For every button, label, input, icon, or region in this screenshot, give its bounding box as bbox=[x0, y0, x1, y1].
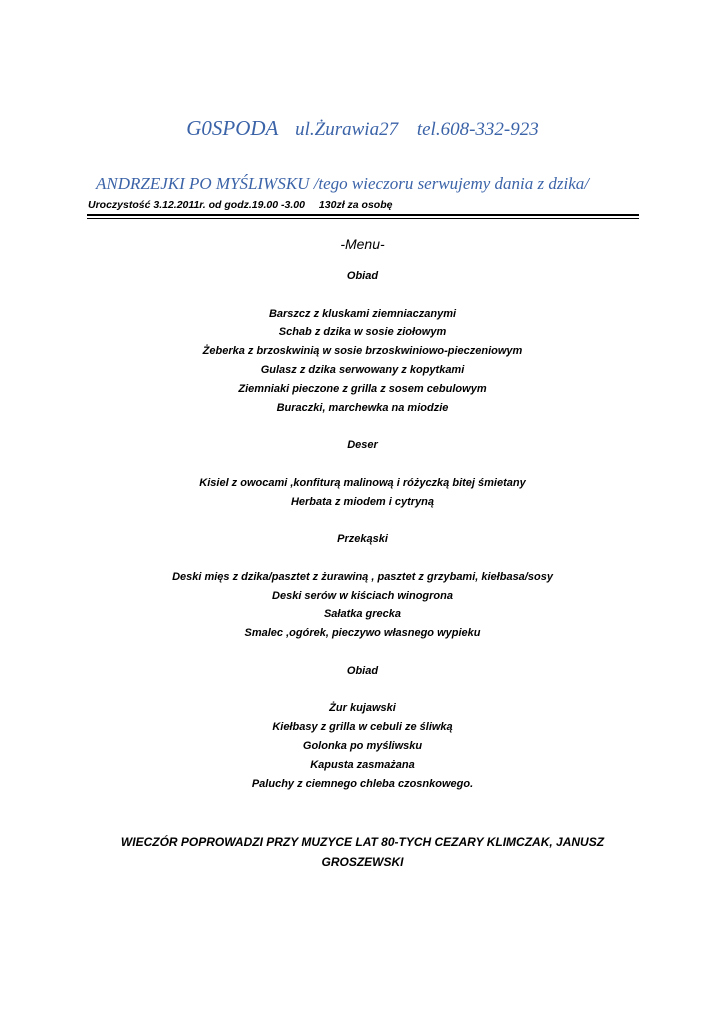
event-title: ANDRZEJKI PO MYŚLIWSKU /tego wieczoru serwujemy dania z dzika/ bbox=[96, 174, 589, 193]
restaurant-address: ul.Żurawia27 bbox=[295, 119, 399, 140]
menu-item: Kiełbasy z grilla w cebuli ze śliwką bbox=[272, 721, 453, 734]
menu-item: Paluchy z ciemnego chleba czosnkowego. bbox=[251, 777, 474, 790]
section-spacer bbox=[0, 681, 725, 700]
restaurant-phone: tel.608-332-923 bbox=[416, 119, 539, 140]
menu-item: Herbata z miodem i cytryną bbox=[290, 495, 435, 508]
event-price: 130zł za osobę bbox=[318, 199, 393, 211]
menu-item: Kapusta zasmażana bbox=[310, 758, 415, 771]
menu-item: Żeberka z brzoskwinią w sosie brzoskwiniowo-pieczeniowym bbox=[202, 345, 523, 358]
section-spacer bbox=[0, 455, 725, 474]
section-spacer bbox=[0, 549, 725, 568]
menu-item: Schab z dzika w sosie ziołowym bbox=[278, 326, 447, 339]
divider-thick bbox=[87, 214, 639, 216]
section-spacer bbox=[0, 511, 725, 530]
menu-section-title: Przekąski bbox=[337, 533, 388, 546]
menu-item: Smalec ,ogórek, pieczywo własnego wypieku bbox=[244, 627, 481, 640]
event-date-line bbox=[88, 199, 392, 211]
menu-section-title: Obiad bbox=[346, 270, 379, 282]
menu-item: Gulasz z dzika serwowany z kopytkami bbox=[260, 363, 465, 376]
section-spacer bbox=[0, 417, 725, 436]
restaurant-header bbox=[0, 116, 725, 141]
menu-section-title: Obiad bbox=[346, 664, 379, 677]
menu-item: Ziemniaki pieczone z grilla z sosem cebulowym bbox=[238, 382, 487, 395]
divider-thin bbox=[87, 218, 639, 219]
menu-item: Deski serów w kiściach winogrona bbox=[272, 589, 453, 602]
event-date: Uroczystość 3.12.2011r. od godz.19.00 -3.00 bbox=[88, 199, 305, 211]
footer-note: WIECZÓR POPROWADZI PRZY MUZYCE LAT 80-TYCH CEZARY KLIMCZAK, JANUSZ GROSZEWSKI bbox=[120, 835, 605, 869]
menu-item: Żur kujawski bbox=[329, 702, 396, 715]
menu-item: Golonka po myśliwsku bbox=[302, 739, 423, 752]
restaurant-name: G0SPODA bbox=[186, 116, 279, 140]
menu-item: Deski mięs z dzika/pasztet z żurawiną , pasztet z grzybami, kiełbasa/sosy bbox=[172, 570, 553, 583]
menu-heading: -Menu- bbox=[340, 236, 385, 252]
menu-item: Buraczki, marchewka na miodzie bbox=[276, 401, 449, 414]
menu-item: Barszcz z kluskami ziemniaczanymi bbox=[268, 307, 457, 320]
menu-section-title: Deser bbox=[347, 439, 378, 452]
section-spacer bbox=[0, 286, 725, 305]
menu-sections bbox=[0, 267, 725, 793]
menu-item: Sałatka grecka bbox=[323, 608, 402, 621]
menu-item: Kisiel z owocami ,konfiturą malinową i różyczką bitej śmietany bbox=[199, 476, 526, 489]
section-spacer bbox=[0, 643, 725, 662]
